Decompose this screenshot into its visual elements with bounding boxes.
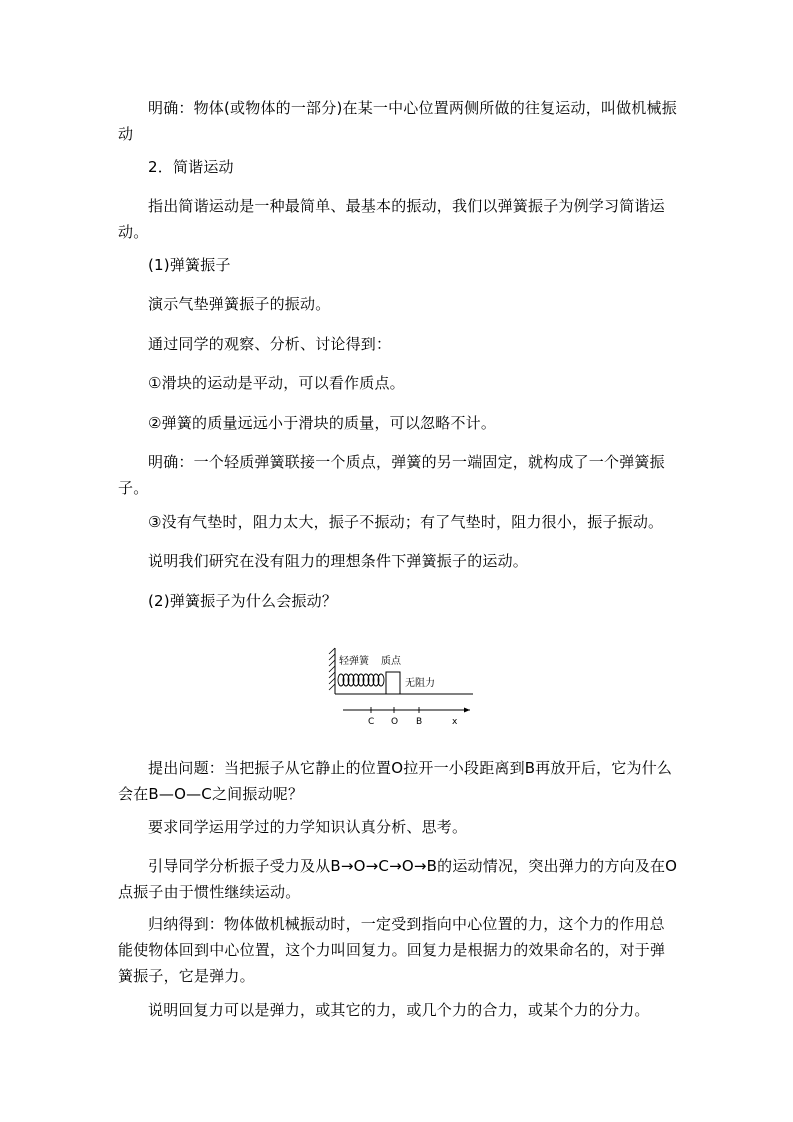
- paragraph: ①滑块的运动是平动，可以看作质点。: [148, 374, 405, 392]
- subsection-heading: (2)弹簧振子为什么会振动？: [148, 592, 338, 610]
- label-no-friction: 无阻力: [405, 678, 435, 689]
- axis-label-c: C: [368, 717, 375, 727]
- wall-hatching: [329, 648, 335, 690]
- paragraph: 明确：物体(或物体的一部分)在某一中心位置两侧所做的往复运动，叫做机械振动: [118, 99, 677, 143]
- axis-label-b: B: [416, 717, 423, 727]
- paragraph: 引导同学分析振子受力及从B→O→C→O→B的运动情况，突出弹力的方向及在O点振子由于惯性继续运动。: [118, 857, 678, 901]
- spring-oscillator-figure: [325, 642, 475, 728]
- paragraph: 提出问题：当把振子从它静止的位置O拉开一小段距离到B再放开后，它为什么会在B—O—C之间振动呢？: [118, 759, 673, 803]
- mass-block: [386, 672, 400, 694]
- paragraph: 要求同学运用学过的力学知识认真分析、思考。: [148, 818, 468, 836]
- spring: [338, 674, 384, 686]
- x-axis-arrow: [464, 708, 470, 713]
- paragraph: 说明我们研究在没有阻力的理想条件下弹簧振子的运动。: [148, 552, 529, 570]
- paragraph: 演示气垫弹簧振子的振动。: [148, 295, 331, 313]
- section-heading: 2．简谐运动: [148, 158, 234, 176]
- label-spring: 轻弹簧: [339, 656, 369, 667]
- paragraph: 通过同学的观察、分析、讨论得到：: [148, 335, 392, 353]
- paragraph: 明确：一个轻质弹簧联接一个质点，弹簧的另一端固定，就构成了一个弹簧振子。: [118, 453, 665, 497]
- axis-label-x: x: [452, 717, 458, 727]
- paragraph: 指出简谐运动是一种最简单、最基本的振动，我们以弹簧振子为例学习简谐运动。: [118, 197, 665, 241]
- paragraph: ②弹簧的质量远远小于滑块的质量，可以忽略不计。: [148, 414, 497, 432]
- label-mass: 质点: [381, 656, 401, 667]
- paragraph: 说明回复力可以是弹力，或其它的力，或几个力的合力，或某个力的分力。: [148, 1001, 650, 1019]
- axis-label-o: O: [391, 717, 399, 727]
- paragraph: 归纳得到：物体做机械振动时，一定受到指向中心位置的力，这个力的作用总能使物体回到中心位置，这个力叫回复力。回复力是根据力的效果命名的，对于弹簧振子，它是弹力。: [118, 915, 666, 985]
- paragraph: ③没有气垫时，阻力太大，振子不振动；有了气垫时，阻力很小，振子振动。: [148, 513, 664, 531]
- subsection-heading: (1)弹簧振子: [148, 256, 231, 274]
